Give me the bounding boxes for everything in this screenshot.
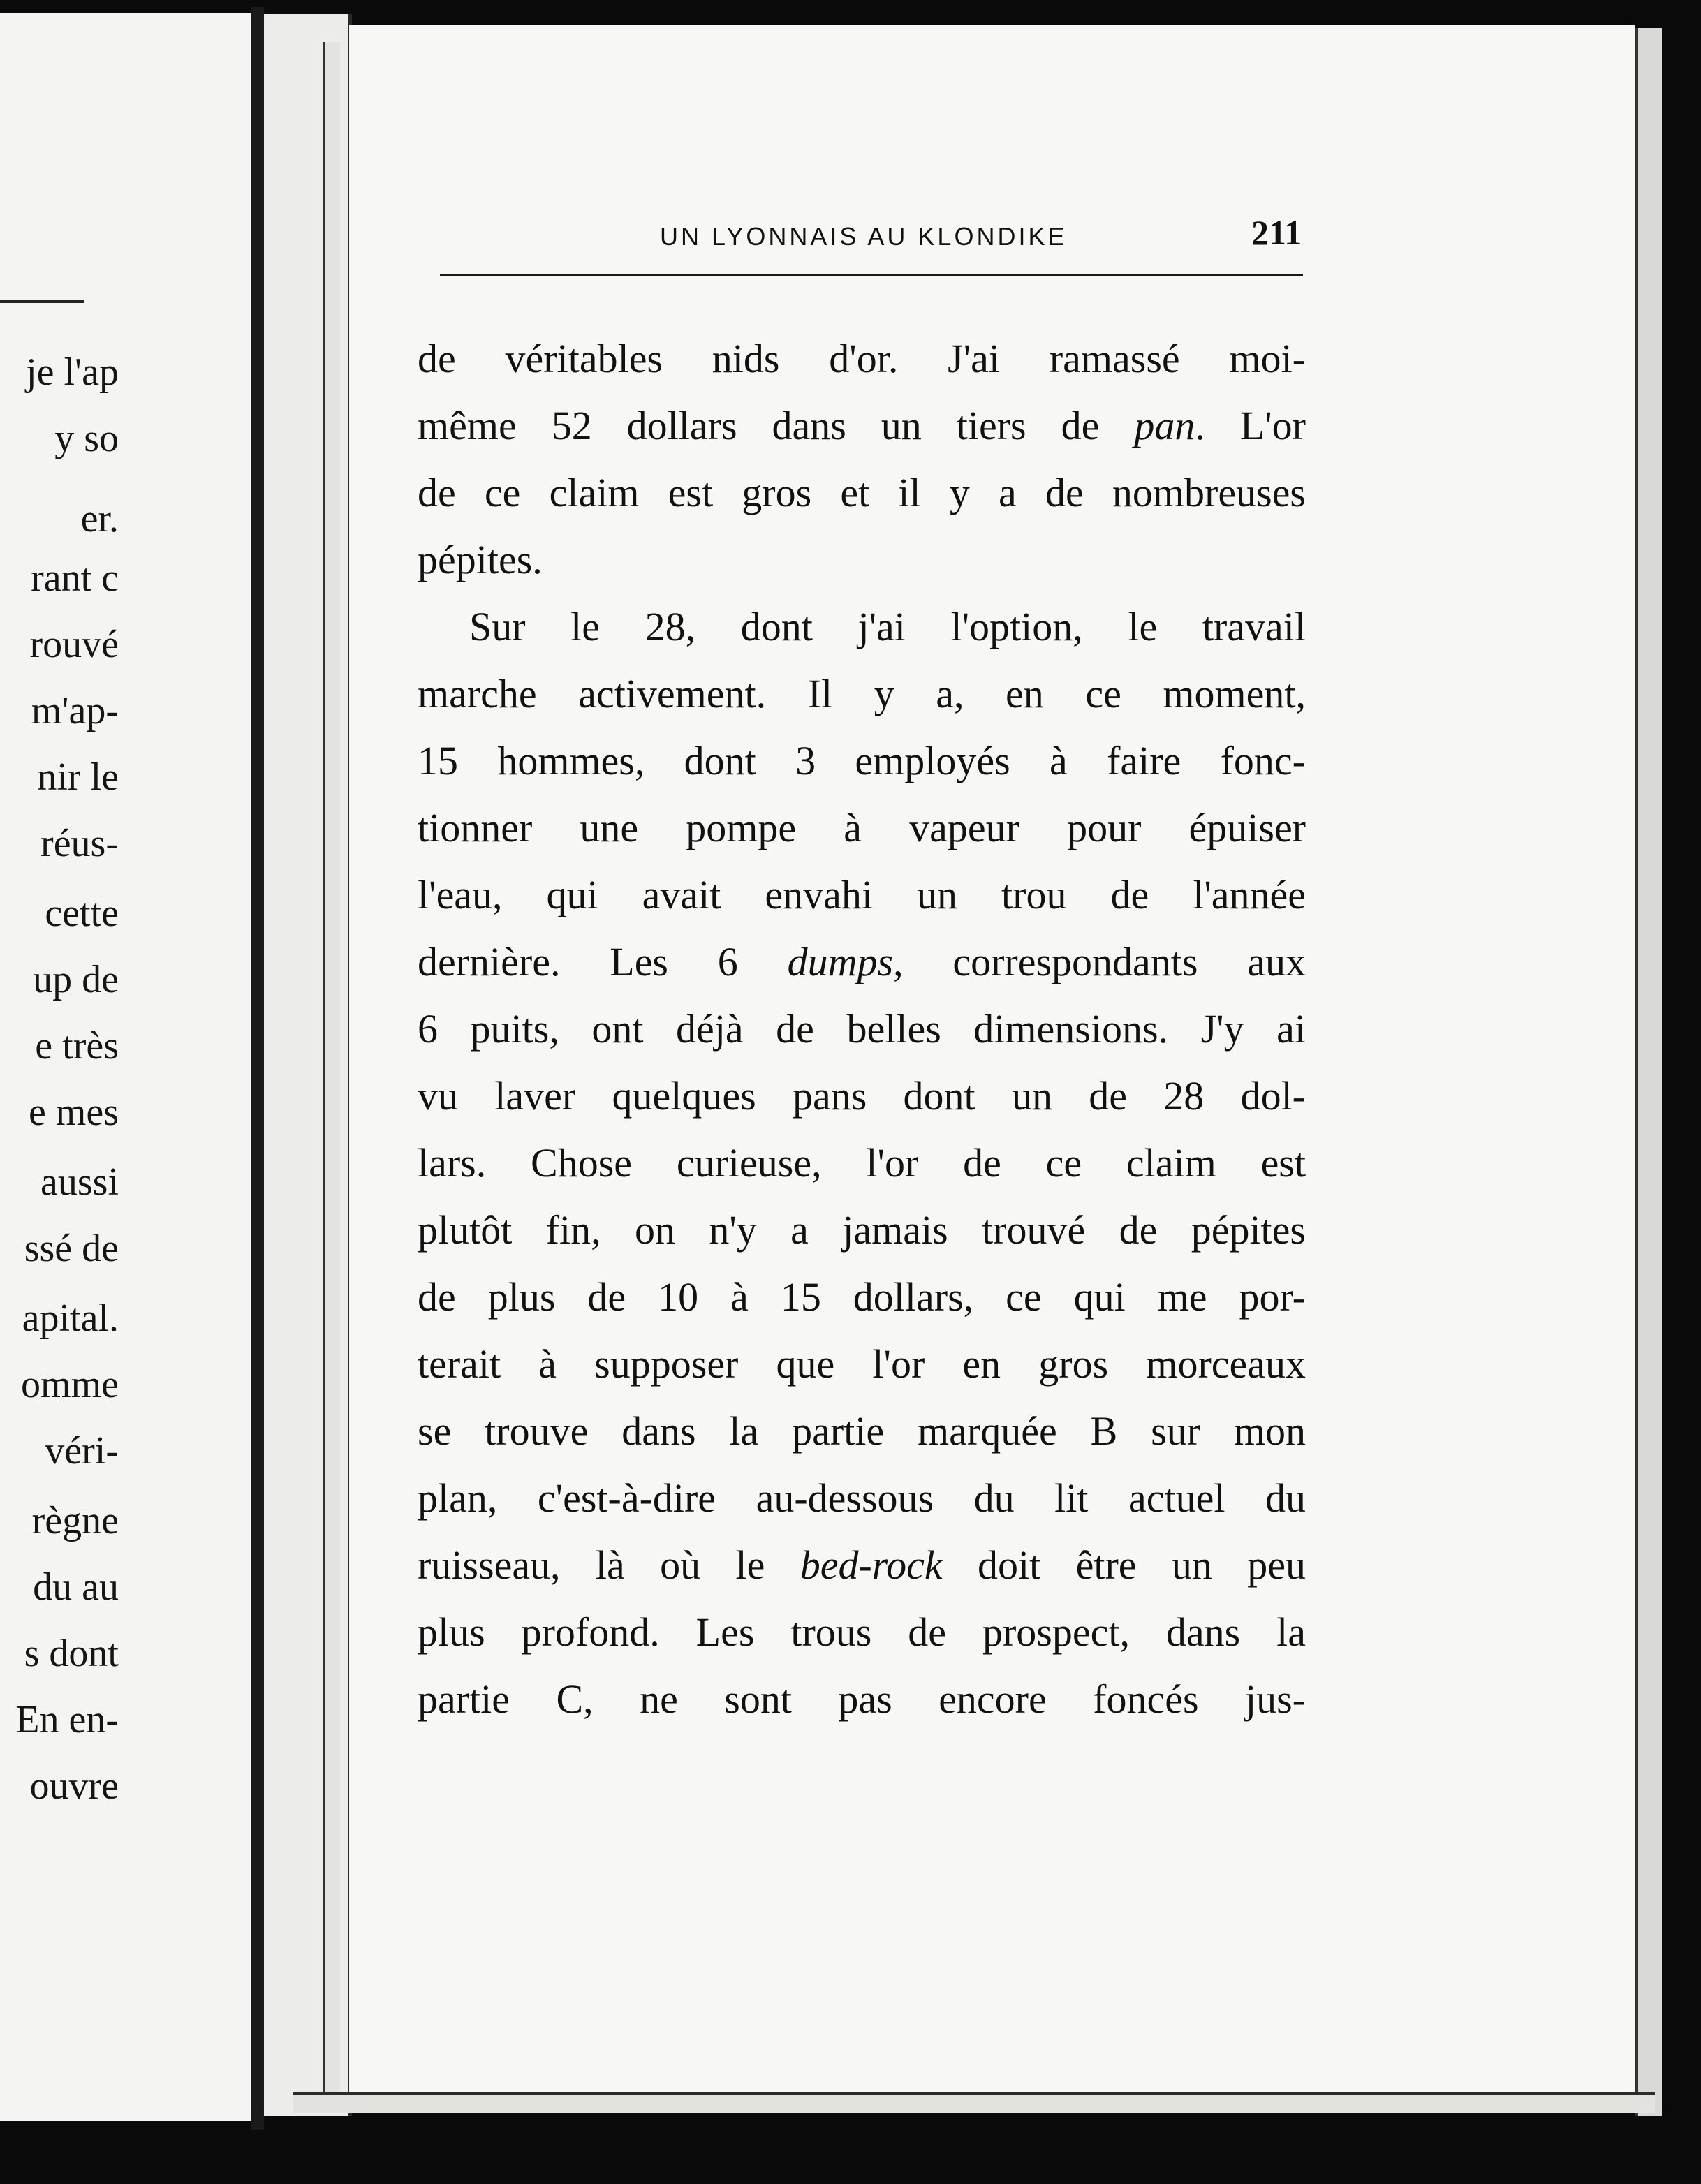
bottom-page-edge (293, 2092, 1655, 2113)
facing-page-line: omme (21, 1363, 119, 1406)
text-line: vu laver quelques pans dont un de 28 dol- (418, 1073, 1306, 1119)
facing-page-line: je l'ap (26, 351, 119, 394)
text-line: dernière. Les 6 dumps, correspondants aux (418, 939, 1306, 984)
facing-page-line: apital. (22, 1297, 119, 1340)
text-line: de plus de 10 à 15 dollars, ce qui me por- (418, 1274, 1306, 1320)
page-edges-inner (323, 42, 340, 2102)
facing-page-line: rant c (31, 556, 119, 600)
text-line: terait à supposer que l'or en gros morceaux (418, 1341, 1306, 1387)
facing-page-line: up de (33, 958, 119, 1001)
text-line: plus profond. Les trous de prospect, dans la (418, 1609, 1306, 1655)
facing-page-line: s dont (24, 1632, 119, 1675)
facing-page-line: er. (80, 497, 119, 540)
text-line: 15 hommes, dont 3 employés à faire fonc- (418, 738, 1306, 783)
text-line: partie C, ne sont pas encore foncés jus- (418, 1676, 1306, 1722)
facing-page-line: rouvé (29, 623, 119, 666)
facing-page-line: aussi (40, 1160, 119, 1204)
facing-page-line: du au (33, 1565, 119, 1609)
facing-page-line: e très (35, 1024, 119, 1068)
text-line: plan, c'est-à-dire au-dessous du lit actuel du (418, 1475, 1306, 1521)
facing-page-line: En en- (15, 1698, 119, 1741)
text-line: se trouve dans la partie marquée B sur mon (418, 1408, 1306, 1454)
facing-page-line: y so (54, 417, 119, 460)
text-line: lars. Chose curieuse, l'or de ce claim est (418, 1140, 1306, 1186)
right-page-edge (1635, 28, 1662, 2116)
running-head: UN LYONNAIS AU KLONDIKE (660, 222, 1068, 251)
facing-page-line: e mes (28, 1091, 119, 1134)
facing-page-line: réus- (40, 822, 119, 865)
text-line: même 52 dollars dans un tiers de pan. L'or (418, 403, 1306, 448)
text-line: pépites. (418, 537, 543, 582)
text-line: ruisseau, là où le bed-rock doit être un peu (418, 1542, 1306, 1588)
text-line: 6 puits, ont déjà de belles dimensions. J'y ai (418, 1006, 1306, 1052)
text-line: Sur le 28, dont j'ai l'option, le travail (469, 604, 1306, 649)
facing-page-line: nir le (37, 755, 119, 799)
gutter (251, 7, 264, 2130)
facing-page-line: règne (31, 1499, 119, 1542)
text-line: de véritables nids d'or. J'ai ramassé moi- (418, 336, 1306, 381)
text-line: tionner une pompe à vapeur pour épuiser (418, 805, 1306, 850)
text-line: de ce claim est gros et il y a de nombreuses (418, 470, 1306, 515)
facing-page-line: véri- (45, 1429, 119, 1473)
facing-page-line: ssé de (24, 1227, 119, 1270)
header-rule (440, 274, 1303, 276)
text-line: marche activement. Il y a, en ce moment, (418, 671, 1306, 716)
facing-page-line: cette (45, 892, 119, 935)
text-line: plutôt fin, on n'y a jamais trouvé de pépites (418, 1207, 1306, 1253)
page-number: 211 (1251, 213, 1302, 252)
facing-page-line: m'ap- (31, 689, 119, 732)
facing-page-text (0, 13, 251, 2121)
facing-page (0, 13, 251, 2121)
body-text (418, 334, 1306, 1741)
text-line: l'eau, qui avait envahi un trou de l'année (418, 872, 1306, 917)
facing-page-line: ouvre (29, 1764, 119, 1808)
